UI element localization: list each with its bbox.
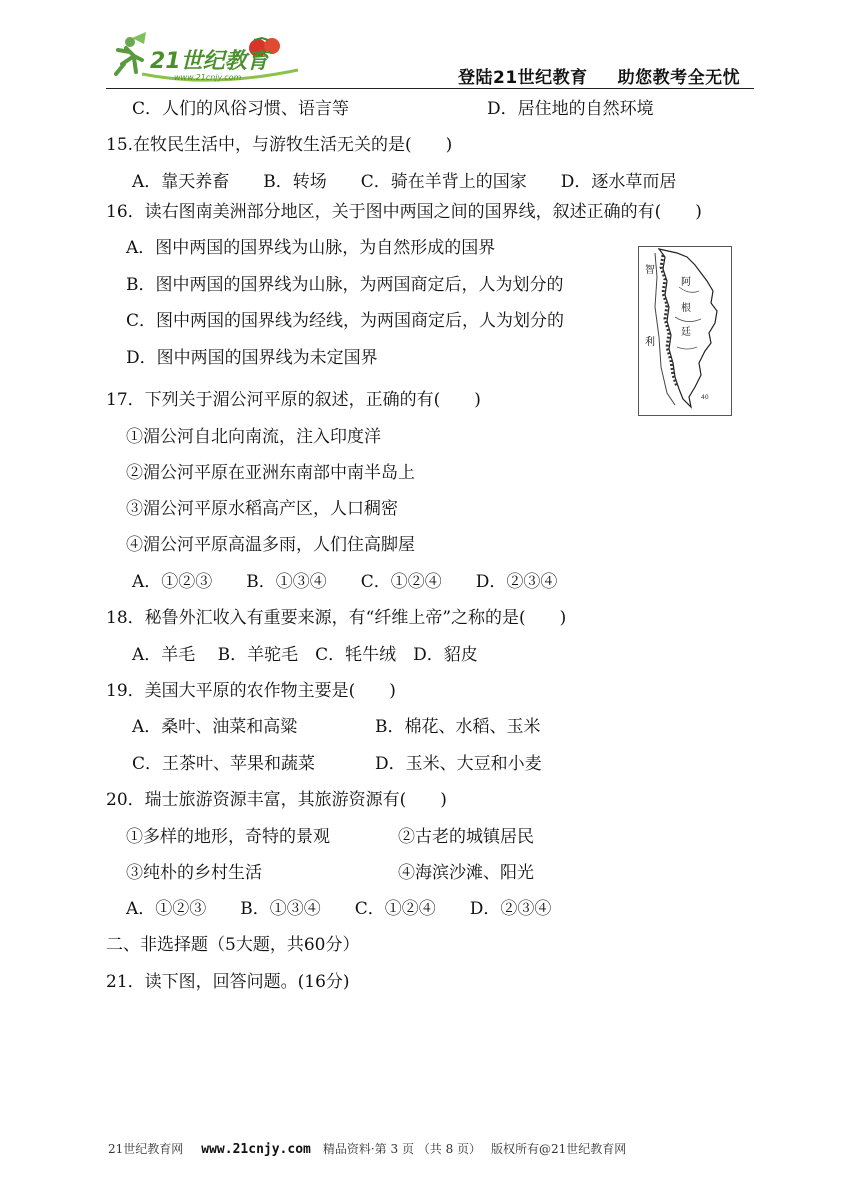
footer-site-name: 21世纪教育网 [108, 1142, 184, 1156]
q19-option-b: B．棉花、水稻、玉米 [375, 717, 541, 737]
q17-statement-3: ③湄公河平原水稻高产区，人口稠密 [126, 499, 398, 519]
q16-option-b: B．图中两国的国界线为山脉，为两国商定后，人为划分的 [126, 275, 564, 295]
q20-statement-1: ①多样的地形，奇特的景观 [126, 827, 330, 847]
q16-option-d: D．图中两国的国界线为未定国界 [126, 348, 378, 368]
map-graphic [639, 247, 731, 415]
q20-stem: 20．瑞士旅游资源丰富，其旅游资源有( ) [106, 790, 447, 810]
q20-options: A．①②③ B．①③④ C．①②④ D．②③④ [126, 899, 552, 919]
q14-option-c: C．人们的风俗习惯、语言等 [132, 99, 350, 119]
slogan-left: 登陆21世纪教育 [458, 68, 588, 88]
q17-options: A．①②③ B．①③④ C．①②④ D．②③④ [132, 572, 558, 592]
q15-options: A．靠天养畜 B．转场 C．骑在羊背上的国家 D．逐水草而居 [132, 172, 677, 192]
q20-statement-4: ④海滨沙滩、阳光 [398, 863, 534, 883]
section-heading: 二、非选择题（5大题，共60分） [106, 935, 360, 955]
header-divider [106, 88, 754, 89]
q15-stem: 15.在牧民生活中，与游牧生活无关的是( ) [106, 135, 453, 155]
q18-options: A．羊毛 B．羊驼毛 C．牦牛绒 D．貂皮 [132, 645, 478, 665]
map-label-argentina-2: 根 [681, 303, 691, 314]
q20-statement-3: ③纯朴的乡村生活 [126, 863, 262, 883]
q21-stem: 21．读下图，回答问题。(16分) [106, 972, 350, 992]
footer-site-url[interactable]: www.21cnjy.com [201, 1142, 311, 1157]
footer-copyright: 版权所有@21世纪教育网 [491, 1142, 627, 1156]
q17-statement-4: ④湄公河平原高温多雨，人们住高脚屋 [126, 535, 415, 555]
logo-url: www.21cnjy.com [174, 73, 242, 82]
q14-option-d: D．居住地的自然环境 [487, 99, 654, 119]
map-scale-note: 40 [701, 394, 709, 401]
q16-stem: 16．读右图南美洲部分地区，关于图中两国之间的国界线，叙述正确的有( ) [106, 202, 702, 222]
logo-runner-icon [116, 48, 142, 74]
logo-text: 21世纪教育 [150, 49, 269, 74]
q16-option-a: A．图中两国的国界线为山脉，为自然形成的国界 [126, 238, 496, 258]
q18-stem: 18．秘鲁外汇收入有重要来源，有“纤维上帝”之称的是( ) [106, 608, 567, 628]
q17-stem: 17．下列关于湄公河平原的叙述，正确的有( ) [106, 390, 481, 410]
header-slogan [458, 63, 740, 88]
map-label-chile-1: 智 [645, 265, 655, 276]
header-logo [112, 30, 312, 90]
south-america-map [638, 246, 732, 416]
q19-option-a: A．桑叶、油菜和高粱 [132, 717, 298, 737]
page-footer [108, 1140, 626, 1157]
q17-statement-1: ①湄公河自北向南流，注入印度洋 [126, 427, 381, 447]
slogan-right: 助您教考全无忧 [617, 68, 741, 88]
map-label-chile-2: 利 [645, 337, 655, 348]
q19-stem: 19．美国大平原的农作物主要是( ) [106, 681, 396, 701]
footer-page-info: 精品资料·第 3 页 （共 8 页） [322, 1142, 482, 1156]
map-label-argentina-3: 廷 [681, 327, 691, 338]
q17-statement-2: ②湄公河平原在亚洲东南部中南半岛上 [126, 463, 415, 483]
map-label-argentina-1: 阿 [681, 277, 691, 288]
q19-option-c: C．王茶叶、苹果和蔬菜 [132, 754, 316, 774]
q16-option-c: C．图中两国的国界线为经线，为两国商定后，人为划分的 [126, 311, 565, 331]
logo-graphic [112, 30, 312, 90]
q19-option-d: D．玉米、大豆和小麦 [375, 754, 542, 774]
q20-statement-2: ②古老的城镇居民 [398, 827, 534, 847]
